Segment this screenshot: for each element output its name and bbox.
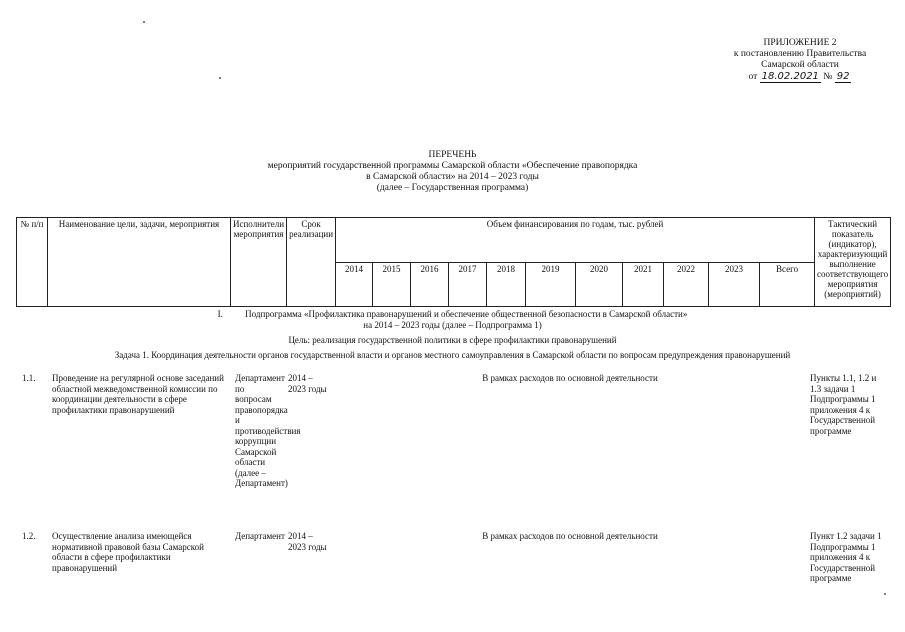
header-table — [16, 217, 891, 307]
row-indicator: Пункты 1.1, 1.2 и 1.3 задачи 1 Подпрограммы 1 приложения 4 к Государственной программе — [810, 373, 877, 436]
appendix-line3: Самарской области — [761, 60, 839, 70]
task-line: Задача 1. Координация деятельности органов государственной власти и органов местного самоуправления в Самарской области по вопросам предупреждения правонарушений — [114, 350, 791, 360]
row-financing: В рамках расходов по основной деятельности — [482, 531, 658, 541]
col-indicator: Тактический показатель (индикатор), характеризующий выполнение соответствующего мероприятия (мероприятий) — [815, 218, 891, 307]
scan-speck — [884, 593, 886, 595]
scan-speck — [143, 21, 145, 23]
year-cell-total: Всего — [760, 263, 815, 307]
title-line1: ПЕРЕЧЕНЬ — [428, 150, 477, 160]
row-indicator: Пункт 1.2 задачи 1 Подпрограммы 1 приложения 4 к Государственной программе — [810, 531, 882, 583]
year-cell: 2018 — [487, 263, 526, 307]
row-name: Проведение на регулярной основе заседаний областной межведомственной комиссии по координации деятельности в сфере профилактики правонарушений — [52, 373, 224, 415]
year-cell: 2022 — [664, 263, 709, 307]
row-term: 2014 – 2023 годы — [288, 373, 327, 394]
col-name: Наименование цели, задачи, мероприятия — [48, 218, 231, 307]
appendix-title: ПРИЛОЖЕНИЕ 2 — [763, 38, 837, 48]
year-cell: 2021 — [623, 263, 664, 307]
col-num: № п/п — [17, 218, 48, 307]
col-term: Срок реализации — [287, 218, 336, 307]
title-line2: мероприятий государственной программы Самарской области «Обеспечение правопорядка — [267, 161, 638, 171]
scan-speck — [219, 77, 221, 79]
appendix-line2: к постановлению Правительства — [733, 49, 867, 59]
col-financing: Объем финансирования по годам, тыс. рублей — [336, 218, 815, 263]
row-num: 1.1. — [22, 373, 36, 383]
row-num: 1.2. — [22, 531, 36, 541]
date-prefix: от — [748, 72, 758, 82]
year-cell: 2015 — [373, 263, 411, 307]
row-executor: Департамент — [235, 531, 285, 541]
row-executor: Департамент по вопросам правопорядка и противодействия коррупции Самарской области (далее – Департамент) — [235, 373, 301, 488]
year-cell: 2016 — [411, 263, 449, 307]
subprogram-title: Подпрограмма «Профилактика правонарушений и обеспечение общественной безопасности в Самарской области» — [245, 309, 688, 319]
appendix-date-line — [725, 71, 875, 83]
year-cell: 2019 — [526, 263, 576, 307]
row-name: Осуществление анализа имеющейся нормативной правовой базы Самарской области в сфере профилактики правонарушений — [52, 531, 204, 573]
col-executors: Исполнители мероприятия — [231, 218, 287, 307]
handwritten-number: 92 — [836, 71, 850, 82]
row-financing: В рамках расходов по основной деятельности — [482, 373, 658, 383]
title-line4: (далее – Государственная программа) — [376, 183, 529, 193]
handwritten-date: 18.02.2021 — [761, 71, 819, 82]
num-prefix: № — [823, 72, 833, 82]
document-title — [0, 150, 905, 194]
subprogram-heading — [0, 309, 905, 320]
year-cell: 2017 — [449, 263, 487, 307]
year-cell: 2014 — [336, 263, 373, 307]
year-cell: 2020 — [576, 263, 623, 307]
goal-line: Цель: реализация государственной политики в сфере профилактики правонарушений — [288, 335, 617, 345]
title-line3: в Самарской области» на 2014 – 2023 годы — [366, 172, 539, 182]
year-cell: 2023 — [709, 263, 760, 307]
appendix-block — [725, 38, 875, 83]
subprogram-number: I. — [217, 309, 223, 319]
subprogram-period: на 2014 – 2023 годы (далее – Подпрограмма 1) — [363, 320, 542, 330]
row-term: 2014 – 2023 годы — [288, 531, 327, 552]
